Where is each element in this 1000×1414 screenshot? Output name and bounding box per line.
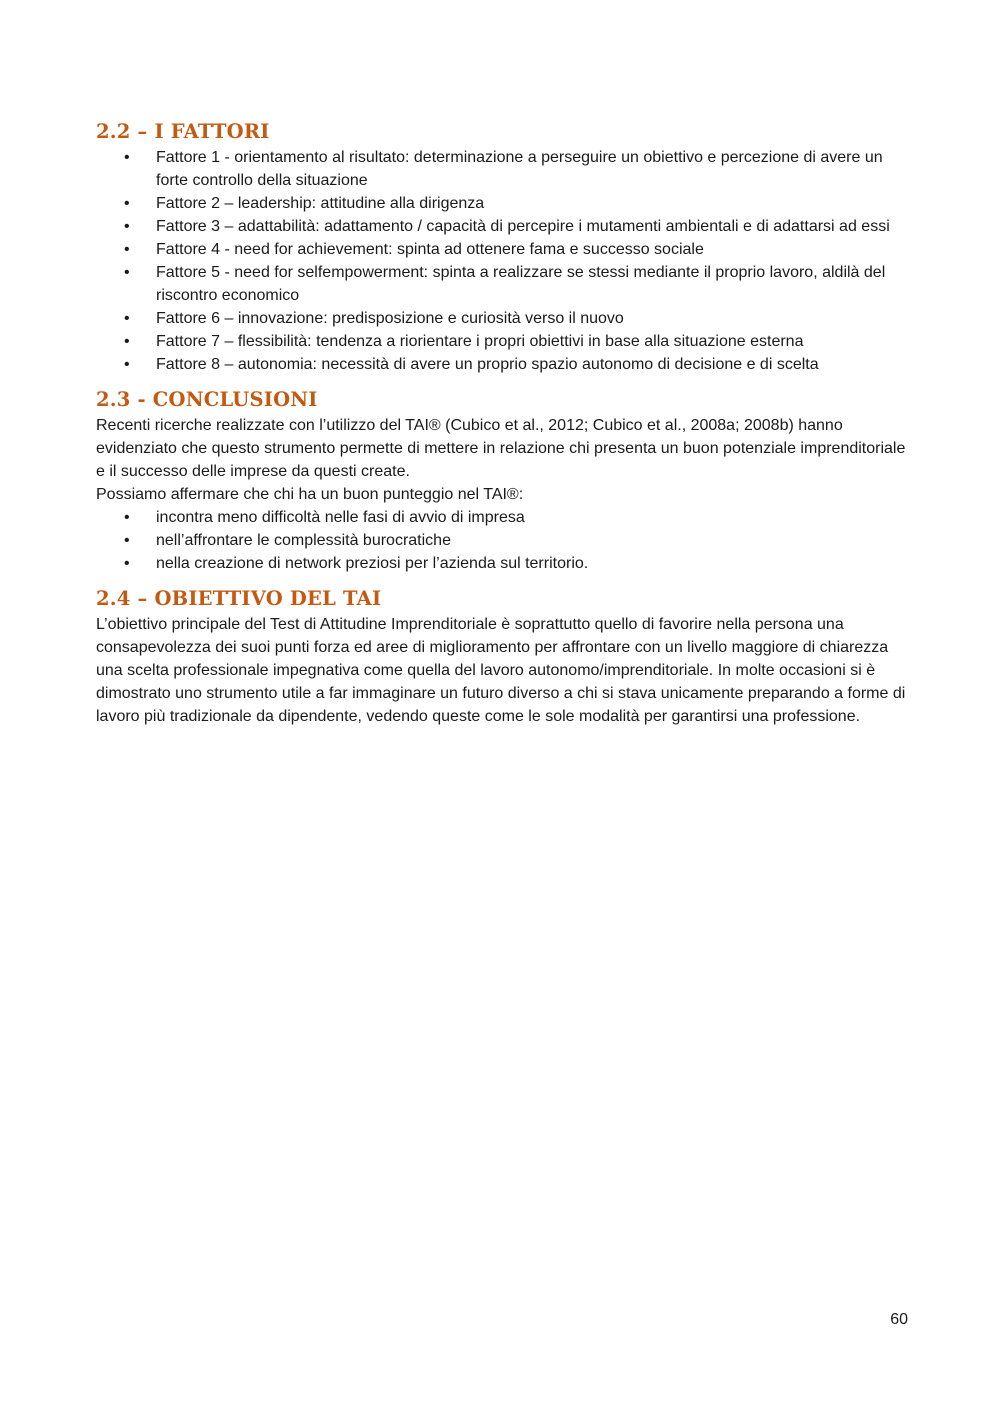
conclusioni-list	[96, 506, 908, 575]
page-number: 60	[890, 1311, 908, 1328]
list-item-text: Fattore 4 - need for achievement: spinta ad ottenere fama e successo sociale	[156, 241, 704, 258]
bullet-icon: •	[124, 218, 130, 235]
list-item-text: Fattore 5 - need for selfempowerment: spinta a realizzare se stessi mediante il proprio lavoro, aldilà del riscontro economico	[156, 264, 886, 304]
paragraph: Possiamo affermare che chi ha un buon punteggio nel TAI®:	[96, 486, 524, 503]
list-item	[96, 261, 908, 307]
list-item	[96, 506, 908, 529]
list-item-text: Fattore 6 – innovazione: predisposizione e curiosità verso il nuovo	[156, 310, 624, 327]
section-obiettivo	[96, 585, 908, 728]
bullet-icon: •	[124, 532, 130, 549]
list-item-text: Fattore 2 – leadership: attitudine alla dirigenza	[156, 195, 485, 212]
list-item-text: Fattore 7 – flessibilità: tendenza a riorientare i propri obiettivi in base alla situazione esterna	[156, 333, 804, 350]
fattori-list	[96, 146, 908, 376]
section-heading-obiettivo: 2.4 – OBIETTIVO DEL TAI	[96, 587, 382, 610]
section-heading-fattori: 2.2 – I FATTORI	[96, 120, 270, 143]
list-item-text: Fattore 3 – adattabilità: adattamento / capacità di percepire i mutamenti ambientali e di adattarsi ad essi	[156, 218, 890, 235]
paragraph: L’obiettivo principale del Test di Attitudine Imprenditoriale è soprattutto quello di favorire nella persona una consapevolezza dei suoi punti forza ed aree di miglioramento per affrontare con un livello maggiore di chiarezza una scelta professionale impegnativa come quella del lavoro autonomo/imprenditoriale. In molte occasioni si è dimostrato uno strumento utile a far immaginare un futuro diverso a chi si stava unicamente preparando a forme di lavoro più tradizionale da dipendente, vedendo queste come le sole modalità per garantirsi una professione.	[96, 616, 906, 725]
bullet-icon: •	[124, 195, 130, 212]
list-item-text: nella creazione di network preziosi per l’azienda sul territorio.	[156, 555, 589, 572]
list-item	[96, 238, 908, 261]
bullet-icon: •	[124, 264, 130, 281]
bullet-icon: •	[124, 333, 130, 350]
bullet-icon: •	[124, 509, 130, 526]
bullet-icon: •	[124, 241, 130, 258]
list-item-text: Fattore 1 - orientamento al risultato: determinazione a perseguire un obiettivo e percezione di avere un forte controllo della situazione	[156, 149, 883, 189]
bullet-icon: •	[124, 149, 130, 166]
list-item	[96, 146, 908, 192]
bullet-icon: •	[124, 555, 130, 572]
list-item	[96, 353, 908, 376]
list-item	[96, 529, 908, 552]
bullet-icon: •	[124, 356, 130, 373]
list-item	[96, 215, 908, 238]
paragraph: Recenti ricerche realizzate con l’utilizzo del TAI® (Cubico et al., 2012; Cubico et al., 2008a; 2008b) hanno evidenziato che questo strumento permette di mettere in relazione chi presenta un buon potenziale imprenditoriale e il successo delle imprese da questi create.	[96, 417, 906, 480]
section-conclusioni	[96, 386, 908, 575]
document-page	[96, 118, 908, 728]
list-item	[96, 552, 908, 575]
section-fattori	[96, 118, 908, 376]
list-item-text: incontra meno difficoltà nelle fasi di avvio di impresa	[156, 509, 525, 526]
list-item-text: nell’affrontare le complessità burocratiche	[156, 532, 451, 549]
list-item	[96, 192, 908, 215]
section-heading-conclusioni: 2.3 - CONCLUSIONI	[96, 388, 318, 411]
list-item-text: Fattore 8 – autonomia: necessità di avere un proprio spazio autonomo di decisione e di scelta	[156, 356, 819, 373]
list-item	[96, 330, 908, 353]
list-item	[96, 307, 908, 330]
bullet-icon: •	[124, 310, 130, 327]
